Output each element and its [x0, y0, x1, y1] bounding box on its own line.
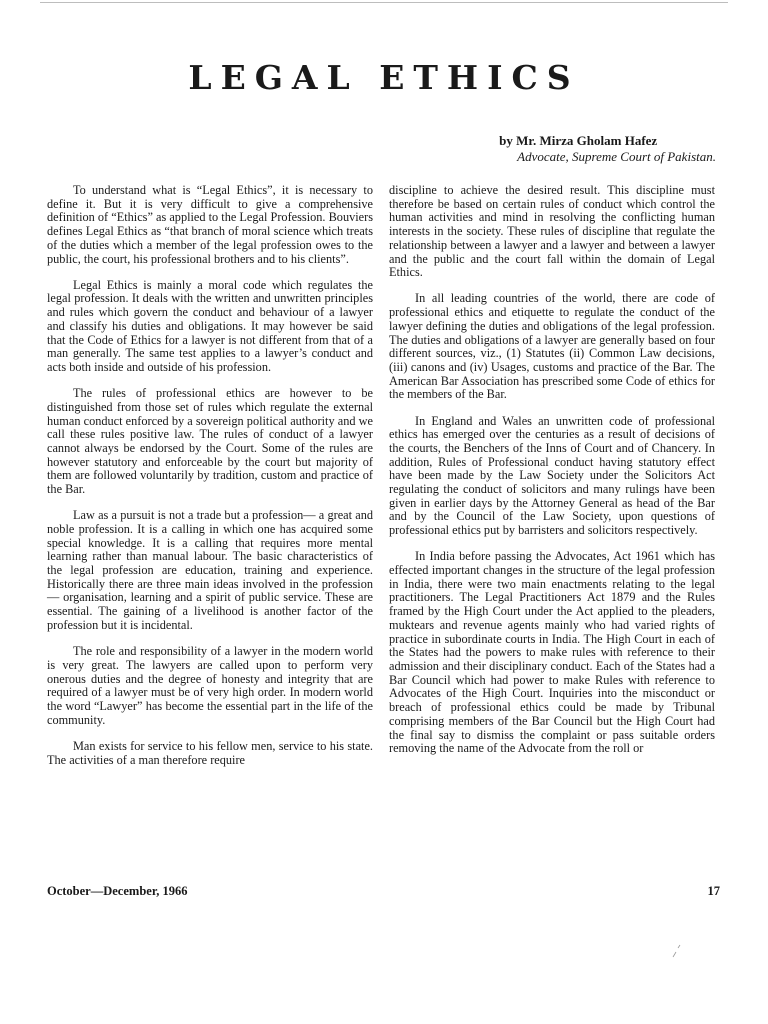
paragraph: To understand what is “Legal Ethics”, it is necessary to define it. But it is very difficult to give a comprehensive definition of “Ethics” as applied to the Legal Profession. Bouviers defines Legal Ethics as “that branch of moral science which treats of the duties which a member of the legal profession owes to the public, the court, his professional brothers and to his clients”.: [47, 183, 373, 266]
paragraph: The rules of professional ethics are however to be distinguished from those set of rules which regulate the external human conduct enforced by a sovereign political authority and we call these rules positive law. The rules of conduct of a lawyer cannot always be endorsed by the Court. Some of the rules are however statutory and enforceable by the court but majority of them are followed voluntarily by tradition, custom and practice of the Bar.: [47, 386, 373, 497]
paragraph: In India before passing the Advocates, Act 1961 which has effected important changes in the structure of the legal profession in India, there were two main enactments relating to the legal practitioners. The Legal Practitioners Act 1879 and the Rules framed by the High Court under the Act applied to the pleaders, muktears and revenue agents mainly who had varied rights of practice in subordinate courts in India. The High Court in each of the States had the powers to make rules with reference to their admission and their disciplinary conduct. Each of the States had a Bar Council which had power to make Rules with reference to Advocates of the High Court. Inquiries into the misconduct or breach of professional ethics could be made by Tribunal comprising members of the Bar Council but the High Court had the final say to dismiss the complaint or pass suitable orders removing the name of the Advocate from the roll or: [389, 549, 715, 756]
issue-date: October—December, 1966: [47, 884, 188, 898]
paragraph: Legal Ethics is mainly a moral code which regulates the legal profession. It deals with the written and unwritten principles and rules which govern the conduct and behaviour of a lawyer and classify his duties and obligations. It may however be said that the Code of Ethics for a lawyer is not different from that of a man generally. The same test applies to a lawyer’s conduct and acts both inside and outside of his profession.: [47, 277, 373, 374]
stray-mark: [672, 944, 682, 958]
paragraph: Law as a pursuit is not a trade but a profession— a great and noble profession. It is a calling in which one has acquired some special knowledge. It is a calling that requires more mental learning rather than manual labour. The basic characteristics of the legal profession are education, training and experience. Historically there are three main ideas involved in the profession — organisation, learning and a spirit of public service. These are essential. The gaining of a livelihood is another factor of the profession but it is incidental.: [47, 508, 373, 632]
paragraph: The role and responsibility of a lawyer in the modern world is very great. The lawyers are called upon to perform very onerous duties and the degree of honesty and integrity that are required of a lawyer must be of very high order. In modern world the word “Lawyer” has become the essential part in the life of the community.: [47, 644, 373, 727]
author-affiliation: Advocate, Supreme Court of Pakistan.: [517, 149, 716, 164]
page-number: 17: [707, 884, 720, 898]
page-title: LEGAL ETHICS: [188, 58, 580, 97]
paragraph: Man exists for service to his fellow men, service to his state. The activities of a man therefore require: [47, 738, 373, 767]
paragraph-continuation: discipline to achieve the desired result. This discipline must therefore be based on certain rules of conduct which control the human activities and mind in resolving the conflicting human interests in the society. These rules of discipline that regulate the relationship between a lawyer and a lawyer and between a lawyer and the public and the court fall within the domain of Legal Ethics.: [389, 183, 715, 280]
top-rule: [40, 2, 728, 3]
paragraph: In England and Wales an unwritten code of professional ethics has emerged over the centuries as a result of decisions of the courts, the Benchers of the Inns of Court and of Chancery. In addition, Rules of Professional conduct having statutory effect have been made by the Law Society under the Solicitors Act regulating the conduct of solicitors and many rulings have been given in earlier days by the Attorney General as head of the Bar and by the Council of the Law Society, upon questions of professional ethics put by barristers and solicitors respectively.: [389, 413, 715, 538]
right-column: [389, 184, 715, 756]
paragraph: In all leading countries of the world, there are code of professional ethics and etiquette to regulate the conduct of the lawyer defining the duties and obligations of the legal profession. The duties and obligations of a lawyer are generally based on four different sources, viz., (1) Statutes (ii) Common Law decisions, (iii) canons and (iv) Usages, customs and practice of the Bar. The American Bar Association has prescribed some Code of ethics for the members of the Bar.: [389, 291, 715, 402]
left-column: [47, 184, 373, 767]
author-name: by Mr. Mirza Gholam Hafez: [499, 133, 658, 148]
byline: [499, 133, 716, 165]
